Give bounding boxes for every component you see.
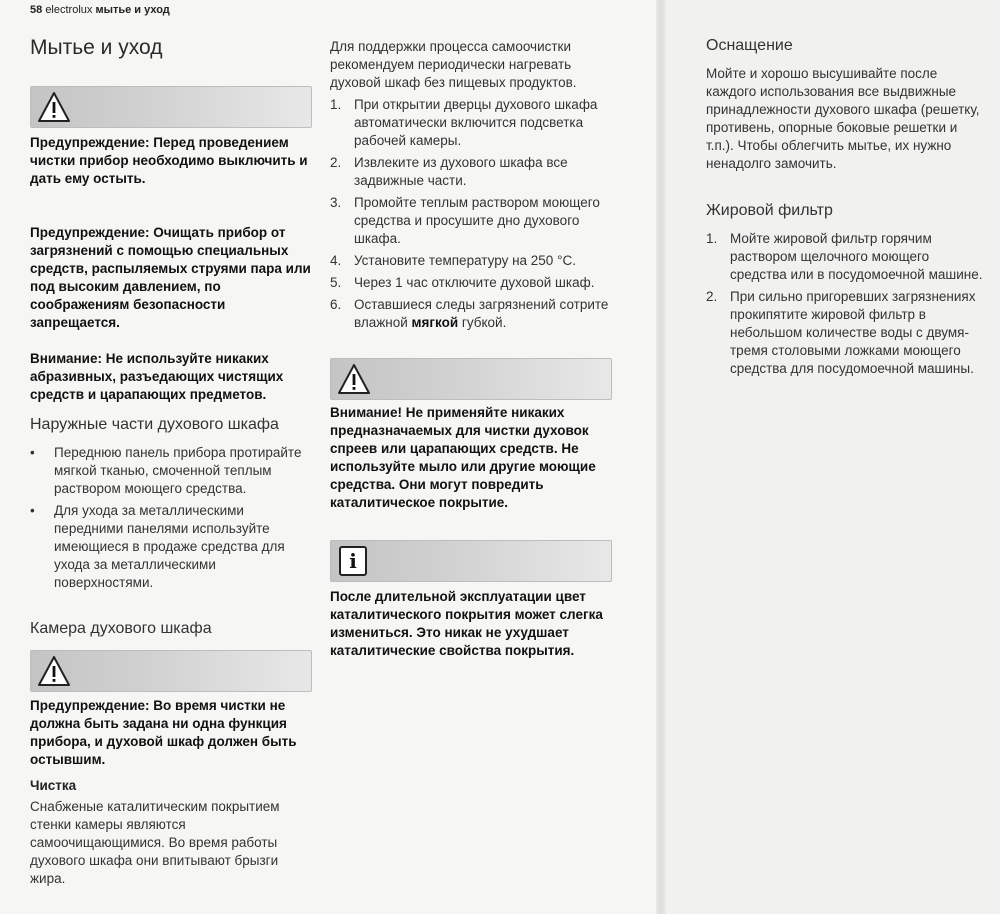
- bullet-icon: •: [30, 503, 35, 518]
- grease-filter-steps: [706, 230, 986, 382]
- list-item: 1. При открытии дверцы духового шкафа автоматически включится подсветка рабочей камеры.: [330, 97, 598, 148]
- warning-text-no-function: Предупреждение: Во время чистки не должна быть задана ни одна функция прибора, и духовой шкаф должен быть остывшим.: [30, 698, 297, 767]
- warning-text-steam-cleaning: Предупреждение: Очищать прибор от загрязнений с помощью специальных средств, распыляемых струями пара или под высоким давлением, по соображениям безопасности запрещается.: [30, 225, 311, 330]
- caution-text-abrasives: Внимание: Не используйте никаких абразивных, разъедающих чистящих средств и царапающих предметов.: [30, 351, 284, 402]
- section-title-exterior: Наружные части духового шкафа: [30, 416, 279, 433]
- self-cleaning-intro: Для поддержки процесса самоочистки рекомендуем периодически нагревать духовой шкаф без пищевых продуктов.: [330, 39, 577, 90]
- bullet-icon: •: [30, 445, 35, 460]
- section-title-equipment: Оснащение: [706, 37, 793, 54]
- info-text-coating: После длительной эксплуатации цвет каталитического покрытия может слегка измениться. Это никак не ухудшает каталитические свойства покрытия.: [330, 589, 603, 658]
- list-item: • Для ухода за металлическими передними панелями используйте имеющиеся в продаже средства для ухода за металлическими поверхностями.: [30, 503, 285, 590]
- warning-triangle-icon: [337, 362, 371, 396]
- exterior-care-list: [30, 444, 315, 596]
- section-title-chamber: Камера духового шкафа: [30, 620, 212, 637]
- list-item: 1. Мойте жировой фильтр горячим раствором щелочного моющего средства или в посудомоечной машине.: [706, 231, 983, 282]
- running-header: [30, 4, 170, 16]
- page-spine: [656, 0, 666, 914]
- list-item: 2. При сильно пригоревших загрязнениях прокипятите жировой фильтр в небольшом количестве воды с двумя-тремя столовыми ложками моющего средства для посудомоечной машины.: [706, 289, 976, 376]
- running-section-title: мытье и уход: [95, 4, 170, 16]
- warning-text-power-off: Предупреждение: Перед проведением чистки прибор необходимо выключить и дать ему остыть.: [30, 135, 308, 186]
- brand-name: electrolux: [45, 4, 93, 16]
- list-item: • Переднюю панель прибора протирайте мягкой тканью, смоченной теплым раствором моющего средства.: [30, 445, 302, 496]
- list-item: 6. Оставшиеся следы загрязнений сотрите влажной мягкой губкой.: [330, 297, 609, 330]
- list-item: 4. Установите температуру на 250 °C.: [330, 253, 576, 268]
- warning-bar-1: [30, 86, 312, 128]
- section-title-grease-filter: Жировой фильтр: [706, 202, 833, 219]
- equipment-text: Мойте и хорошо высушивайте после каждого использования все выдвижные принадлежности духового шкафа (решетку, противень, опорные боковые решетки и т.п.). Чтобы облегчить мытье, их нужно ненадолго замочить.: [706, 66, 980, 171]
- warning-triangle-icon: [37, 90, 71, 124]
- warning-triangle-icon: [37, 654, 71, 688]
- list-item: 3. Промойте теплым раствором моющего средства и просушите дно духового шкафа.: [330, 195, 600, 246]
- caution-text-sprays: Внимание! Не применяйте никаких предназначаемых для чистки духовок спреев или царапающих средств. Не используйте мыло или другие моющие средства. Они могут повредить каталитическое покрытие.: [330, 405, 596, 510]
- info-bar: [330, 540, 612, 582]
- info-icon: i: [339, 546, 367, 576]
- page-title: Мытье и уход: [30, 36, 163, 59]
- list-item: 2. Извлеките из духового шкафа все задвижные части.: [330, 155, 568, 188]
- list-item: 5. Через 1 час отключите духовой шкаф.: [330, 275, 595, 290]
- warning-bar-3: [330, 358, 612, 400]
- page-number: 58: [30, 4, 43, 16]
- self-cleaning-steps: [330, 96, 620, 336]
- cleaning-text: Снабженые каталитическим покрытием стенки камеры являются самоочищающимися. Во время работы духового шкафа они впитывают брызги жира.: [30, 799, 280, 886]
- subheading-cleaning: Чистка: [30, 778, 77, 793]
- warning-bar-2: [30, 650, 312, 692]
